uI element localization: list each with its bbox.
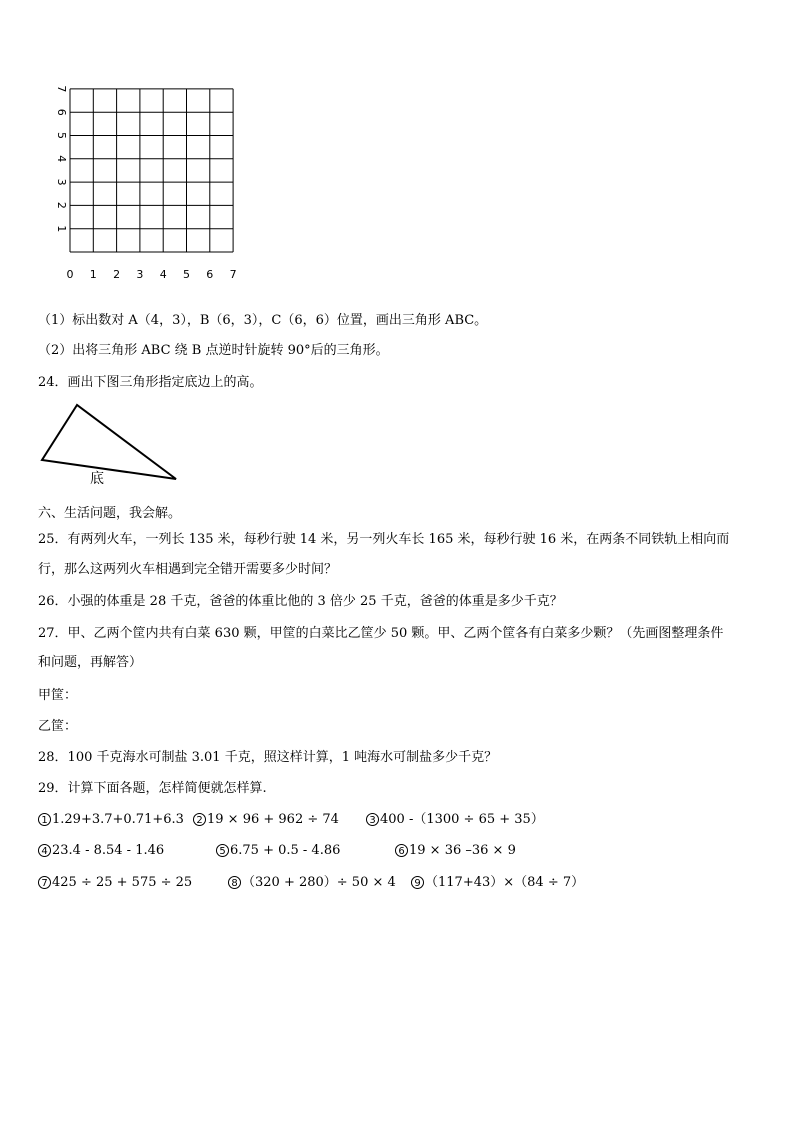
y-tick-label: 6 — [55, 108, 68, 116]
y-tick-label: 5 — [55, 132, 68, 139]
x-tick-label: 6 — [206, 268, 214, 281]
x-tick-label: 5 — [183, 268, 190, 281]
x-tick-label: 4 — [159, 268, 167, 281]
y-tick-label: 4 — [54, 155, 68, 163]
section-six-heading: 六、生活问题，我会解。 — [38, 506, 182, 521]
calc-item: 9 （117+43）×（84 ÷ 7） — [411, 874, 584, 892]
y-tick-label: 7 — [55, 85, 68, 93]
q28-text: 28．100 千克海水可制盐 3.01 千克，照这样计算，1 吨海水可制盐多少千克？ — [38, 750, 498, 765]
triangle-figure — [38, 400, 188, 490]
coordinate-grid — [50, 85, 250, 290]
q27-yi-label: 乙筐： — [38, 719, 78, 734]
q24-text: 24．画出下图三角形指定底边上的高。 — [38, 375, 263, 390]
x-tick-label: 2 — [113, 268, 121, 281]
x-tick-label: 3 — [136, 268, 144, 281]
q29-text: 29．计算下面各题，怎样简便就怎样算. — [38, 781, 267, 796]
calc-item: 1 1.29+3.7+0.71+6.3 — [38, 811, 184, 829]
x-tick-label: 7 — [229, 268, 237, 281]
calc-item: 2 19 × 96 + 962 ÷ 74 — [193, 811, 339, 829]
q27-line1: 27．甲、乙两个筐内共有白菜 630 颗，甲筐的白菜比乙筐少 50 颗。甲、乙两个筐各有白菜多少颗？（先画图整理条件 — [38, 626, 724, 641]
q23-part1: （1）标出数对 A（4，3），B（6，3），C（6，6）位置，画出三角形 ABC。 — [38, 313, 488, 328]
calc-item: 6 19 × 36 –36 × 9 — [395, 842, 516, 860]
y-tick-label: 3 — [55, 178, 68, 186]
q26-text: 26．小强的体重是 28 千克，爸爸的体重比他的 3 倍少 25 千克，爸爸的体重是多少千克？ — [38, 594, 563, 609]
calc-item: 5 6.75 + 0.5 - 4.86 — [216, 842, 340, 860]
calc-item: 7 425 ÷ 25 + 575 ÷ 25 — [38, 874, 192, 892]
q23-part2: （2）出将三角形 ABC 绕 B 点逆时针旋转 90°后的三角形。 — [38, 343, 389, 358]
y-tick-label: 2 — [55, 201, 68, 209]
y-tick-label: 1 — [55, 225, 68, 233]
q27-jia-label: 甲筐： — [38, 688, 78, 703]
x-tick-label: 0 — [66, 268, 74, 281]
calc-item: 3 400 -（1300 ÷ 65 + 35） — [366, 811, 544, 829]
base-label: 底 — [90, 471, 104, 487]
x-tick-label: 1 — [89, 268, 97, 281]
triangle — [42, 405, 176, 479]
calc-item: 4 23.4 - 8.54 - 1.46 — [38, 842, 164, 860]
q27-line2: 和问题，再解答） — [38, 655, 143, 670]
q25-line1: 25．有两列火车，一列长 135 米，每秒行驶 14 米，另一列火车长 165 米，每秒行驶 16 米，在两条不同铁轨上相向而 — [38, 532, 730, 547]
q25-line2: 行，那么这两列火车相遇到完全错开需要多少时间？ — [38, 562, 338, 577]
calc-item: 8 （320 + 280）÷ 50 × 4 — [228, 874, 396, 892]
